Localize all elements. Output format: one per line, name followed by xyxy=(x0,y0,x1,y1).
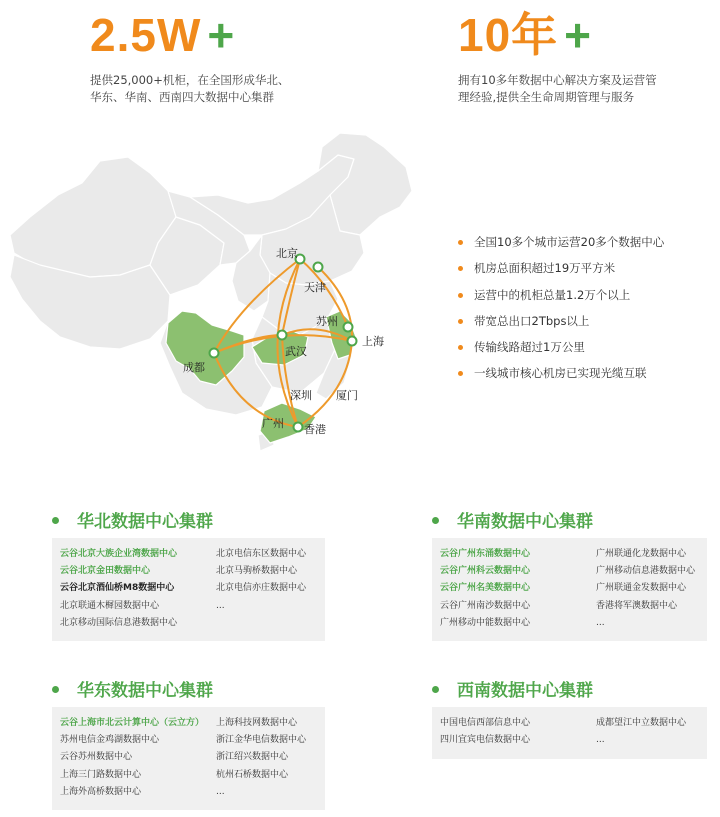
datacenter-list xyxy=(60,715,204,801)
stat-description-line: 提供25,000+机柜，在全国形成华北、 xyxy=(90,73,290,87)
list-item: 成都望江中立数据中心 xyxy=(596,718,687,728)
list-item: 云谷广州东涌数据中心 xyxy=(440,549,531,559)
label-shanghai: 上海 xyxy=(362,335,384,348)
list-item: 上海三门路数据中心 xyxy=(60,769,142,780)
label-hongkong: 香港 xyxy=(304,423,326,436)
list-item: 上海科技网数据中心 xyxy=(216,718,298,728)
datacenter-list xyxy=(440,715,530,749)
stat-description-line: 理经验,提供全生命周期管理与服务 xyxy=(458,90,635,104)
cluster-title xyxy=(52,676,213,701)
label-wuhan: 武汉 xyxy=(285,345,307,358)
map-land xyxy=(10,133,412,451)
bullet-dot-icon xyxy=(52,517,59,524)
list-item: 带宽总出口2Tbps以上 xyxy=(456,313,664,339)
plus-sign: + xyxy=(207,9,236,61)
list-item: 云谷广州科云数据中心 xyxy=(440,566,531,577)
cluster-title xyxy=(432,676,593,701)
list-item: 全国10多个城市运营20多个数据中心 xyxy=(456,234,664,260)
list-item: 一线城市核心机房已实现光缆互联 xyxy=(456,365,664,391)
stat-number xyxy=(90,9,330,61)
node-tianjin xyxy=(314,263,323,272)
list-item: 上海外高桥数据中心 xyxy=(60,786,142,797)
stat-description-line: 华东、华南、西南四大数据中心集群 xyxy=(90,90,274,104)
list-item: 香港将军澳数据中心 xyxy=(596,600,678,611)
node-chengdu xyxy=(210,349,219,358)
label-xiamen: 厦门 xyxy=(336,389,358,402)
list-item: 传输线路超过1万公里 xyxy=(456,339,664,365)
list-item: 北京移动国际信息港数据中心 xyxy=(60,617,178,628)
list-item: ... xyxy=(216,786,225,797)
list-item: 北京电信亦庄数据中心 xyxy=(216,583,307,594)
node-guangzhou xyxy=(294,423,303,432)
list-item: 云谷苏州数据中心 xyxy=(60,752,133,763)
list-item: ... xyxy=(596,617,605,628)
datacenter-list xyxy=(596,546,695,632)
cluster-title-text: 华东数据中心集群 xyxy=(77,681,213,701)
stat-number xyxy=(458,9,698,61)
datacenter-list xyxy=(60,546,177,632)
list-item: 苏州电信金鸡湖数据中心 xyxy=(60,735,160,746)
list-item: 浙江金华电信数据中心 xyxy=(216,735,307,746)
list-item: 机房总面积超过19万平方米 xyxy=(456,260,664,286)
cluster-title-text: 华南数据中心集群 xyxy=(457,512,593,532)
cluster-title-text: 西南数据中心集群 xyxy=(457,681,593,701)
node-wuhan xyxy=(278,331,287,340)
datacenter-list xyxy=(216,715,306,801)
cluster-title xyxy=(432,507,593,532)
list-item: 杭州石桥数据中心 xyxy=(216,769,289,780)
list-item: 云谷广州名美数据中心 xyxy=(440,583,531,594)
list-item: 四川宜宾电信数据中心 xyxy=(440,735,531,746)
datacenter-list xyxy=(596,715,686,749)
node-shanghai xyxy=(348,337,357,346)
label-guangzhou: 广州 xyxy=(262,417,284,430)
bullet-dot-icon xyxy=(432,686,439,693)
bullet-dot-icon xyxy=(52,686,59,693)
cluster-panel xyxy=(432,538,707,641)
cluster-title xyxy=(52,507,213,532)
list-item: 北京马驹桥数据中心 xyxy=(216,566,298,577)
label-shenzhen: 深圳 xyxy=(290,389,312,402)
list-item: 云谷北京酒仙桥M8数据中心 xyxy=(60,583,175,594)
stat-description-line: 拥有10多年数据中心解决方案及运营管 xyxy=(458,73,657,87)
list-item: 云谷北京大族企业湾数据中心 xyxy=(60,549,178,559)
list-item: 浙江绍兴数据中心 xyxy=(216,752,289,763)
list-item: 运营中的机柜总量1.2万个以上 xyxy=(456,287,664,313)
list-item: 云谷上海市北云计算中心（云立方） xyxy=(60,718,205,728)
cluster-panel xyxy=(52,538,325,641)
list-item: 广州移动信息港数据中心 xyxy=(596,566,696,577)
highlights-list xyxy=(456,234,664,392)
label-suzhou: 苏州 xyxy=(316,315,338,328)
china-map xyxy=(0,125,440,460)
list-item: 北京联通木樨园数据中心 xyxy=(60,600,160,611)
list-item: 中国电信西部信息中心 xyxy=(440,718,531,728)
label-chengdu: 成都 xyxy=(183,361,205,374)
region-xinjiang xyxy=(10,157,176,277)
stat-number-value: 10年 xyxy=(458,9,559,61)
datacenter-list xyxy=(440,546,530,632)
stat-number-value: 2.5W xyxy=(90,9,202,61)
list-item: 广州联通化龙数据中心 xyxy=(596,549,687,559)
bullet-dot-icon xyxy=(432,517,439,524)
cluster-panel xyxy=(432,707,707,759)
list-item: 北京电信东区数据中心 xyxy=(216,549,307,559)
plus-sign: + xyxy=(564,9,593,61)
label-beijing: 北京 xyxy=(276,247,298,260)
datacenter-list xyxy=(216,546,306,615)
list-item: 云谷北京金田数据中心 xyxy=(60,566,151,577)
list-item: ... xyxy=(216,600,225,611)
list-item: ... xyxy=(596,735,605,746)
label-tianjin: 天津 xyxy=(304,281,326,294)
cluster-title-text: 华北数据中心集群 xyxy=(77,512,213,532)
list-item: 广州移动中能数据中心 xyxy=(440,617,531,628)
list-item: 云谷广州南沙数据中心 xyxy=(440,600,531,611)
stat-cabinets xyxy=(90,9,330,106)
cluster-panel xyxy=(52,707,325,810)
node-suzhou xyxy=(344,323,353,332)
list-item: 广州联通金发数据中心 xyxy=(596,583,687,594)
stat-description xyxy=(458,72,698,106)
stat-description xyxy=(90,72,330,106)
stat-years xyxy=(458,9,698,106)
